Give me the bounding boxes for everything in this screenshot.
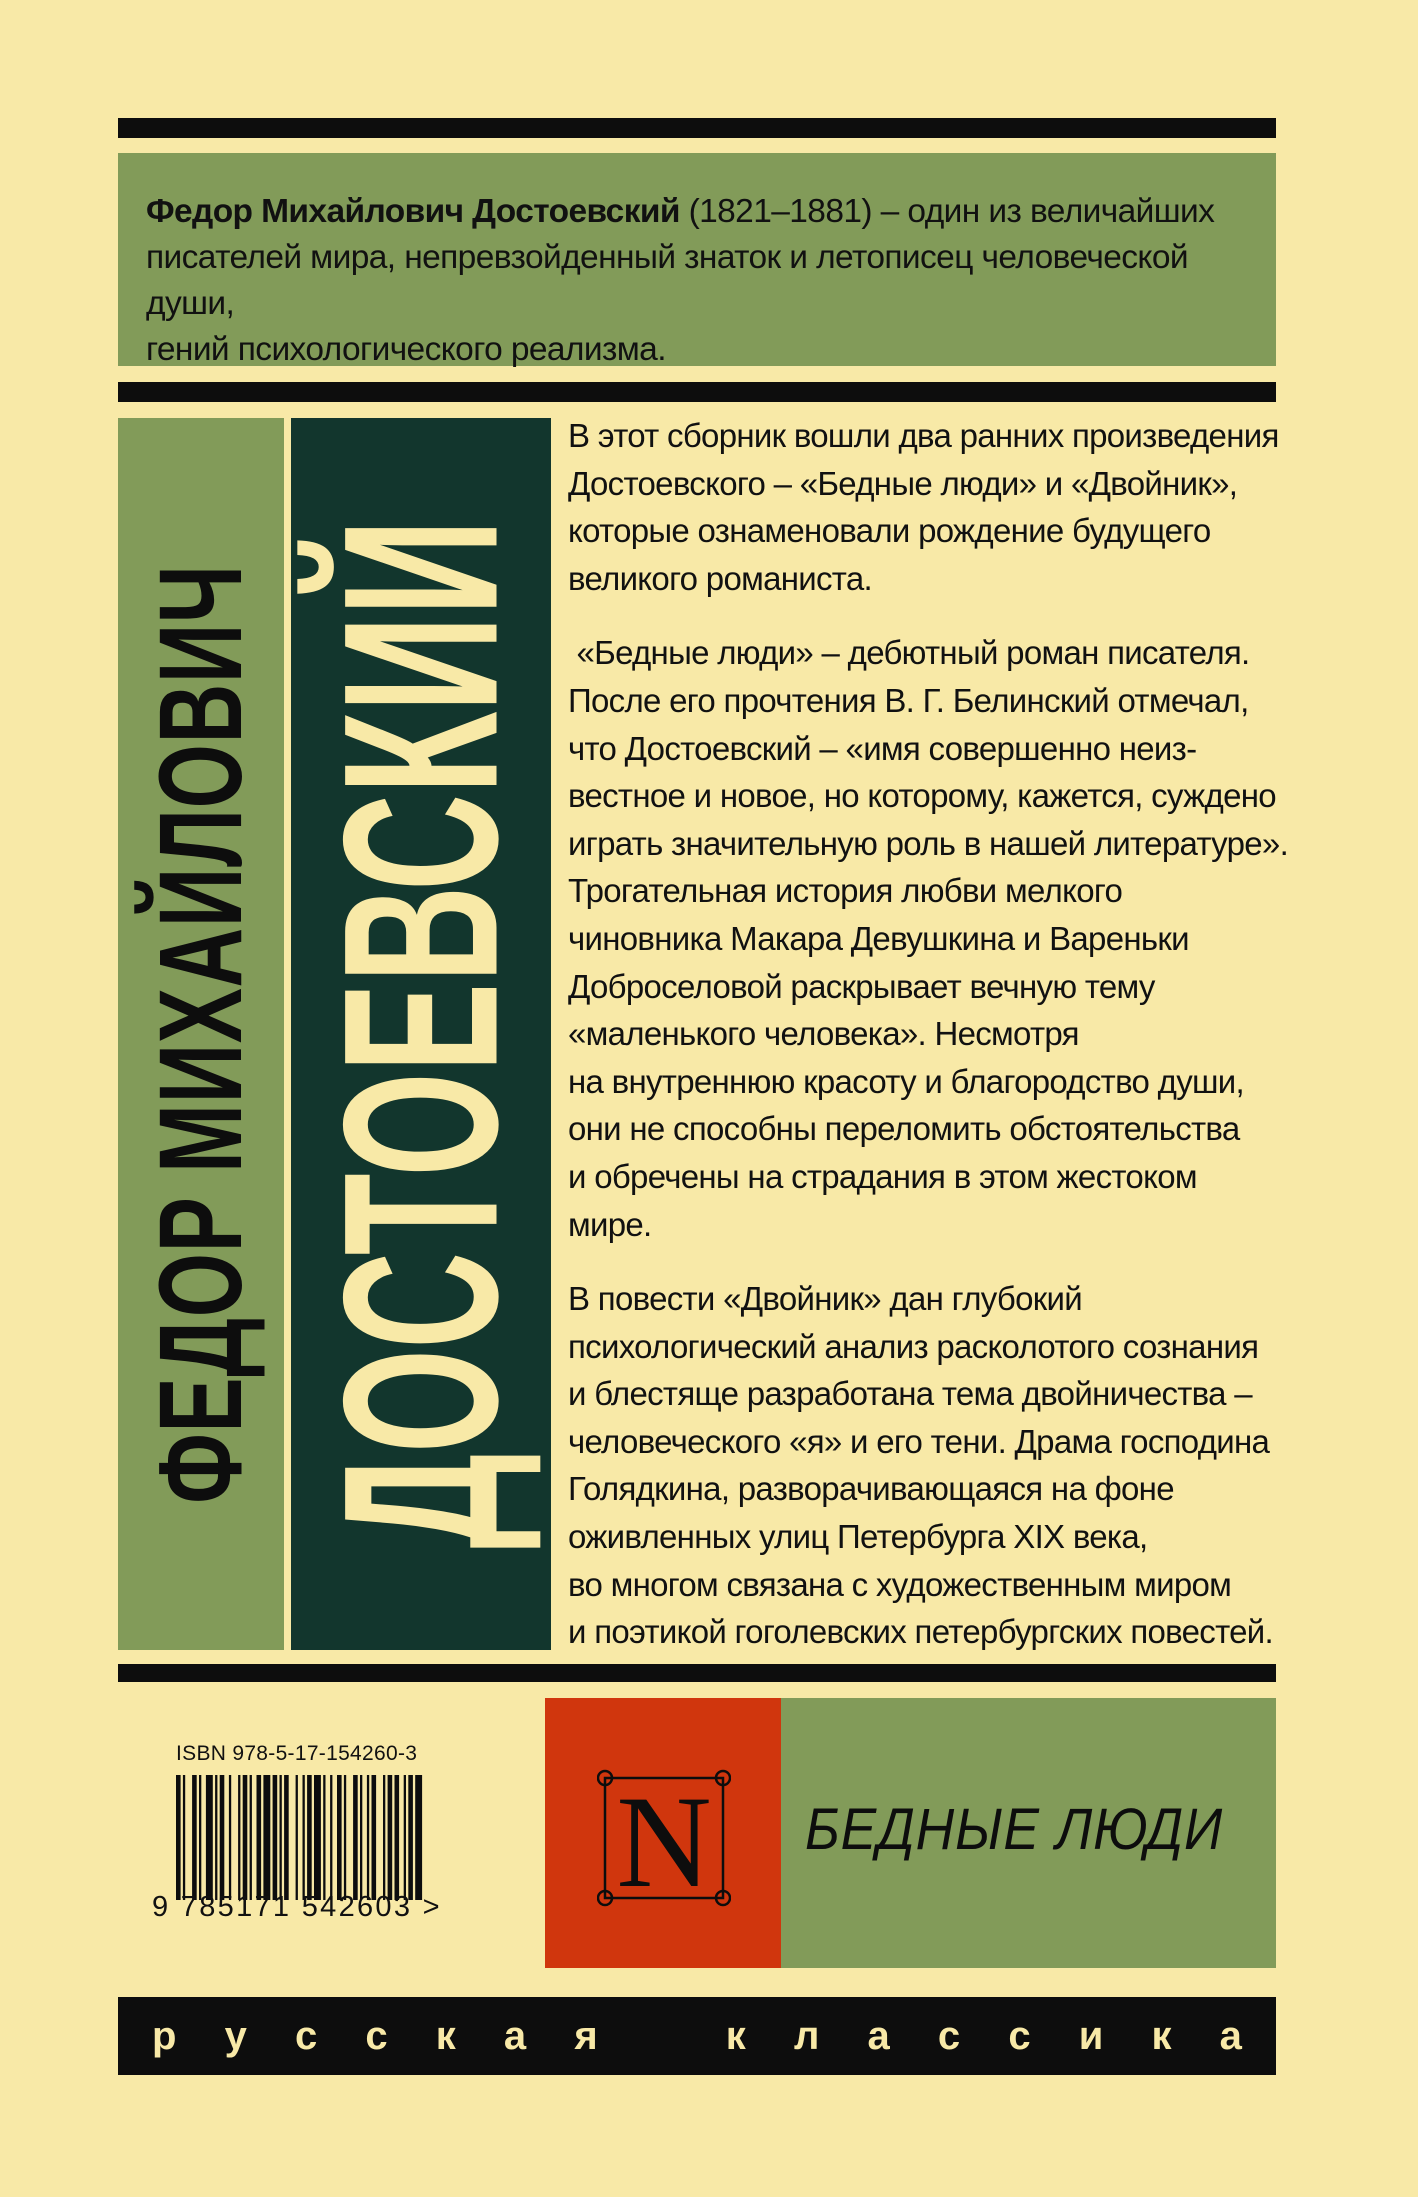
barcode-bar: [238, 1775, 240, 1900]
description-paragraph: В повести «Двойник» дан глубокий психологический анализ расколотого сознания и блестяще разработана тема двойничества – человеческого «я» и его тени. Драма господина Голядкина, разворачивающаяся на фоне оживленных улиц Петербурга XIX века, во многом связана с художественным миром и поэтикой гоголевских петербургских повестей.: [568, 1280, 1273, 1651]
barcode-bar: [372, 1775, 377, 1900]
barcode-bar: [408, 1775, 413, 1900]
series-letter: а: [867, 2013, 890, 2058]
barcode-bar: [367, 1775, 369, 1900]
top-rule: [118, 118, 1276, 138]
barcode-bar: [206, 1775, 213, 1900]
series-letter: к: [725, 2013, 746, 2058]
description-paragraph: В этот сборник вошли два ранних произведения Достоевского – «Бедные люди» и «Двойник», которые ознаменовали рождение будущего великого романиста.: [568, 417, 1279, 597]
barcode-bar: [323, 1775, 325, 1900]
series-letter: с: [365, 2013, 388, 2058]
barcode-bar: [183, 1775, 185, 1900]
barcode-bar: [353, 1775, 358, 1900]
barcode-bar: [307, 1775, 312, 1900]
barcode-bar: [192, 1775, 197, 1900]
barcode-bar: [250, 1775, 252, 1900]
series-name-band: [118, 1997, 1276, 2075]
book-description: [568, 412, 1289, 1683]
series-letter: р: [152, 2013, 177, 2058]
series-letter: а: [503, 2013, 527, 2058]
barcode-bar: [199, 1775, 201, 1900]
series-letter: я: [574, 2013, 598, 2058]
author-first-names-band: [118, 418, 284, 1650]
barcode-bar: [257, 1775, 262, 1900]
book-title: БЕДНЫЕ ЛЮДИ: [805, 1797, 1224, 1862]
barcode-bar: [314, 1775, 321, 1900]
bottom-rule: [118, 1664, 1276, 1682]
barcode-bar: [330, 1775, 332, 1900]
series-letter: и: [1078, 2013, 1104, 2058]
series-letter: л: [793, 2013, 820, 2058]
barcode-bar: [388, 1775, 393, 1900]
n-monogram-icon: [597, 1768, 731, 1908]
barcode-bar: [404, 1775, 406, 1900]
barcode-bar: [395, 1775, 400, 1900]
barcode-bar: [273, 1775, 278, 1900]
barcode-bar: [284, 1775, 289, 1900]
barcode-bar: [296, 1775, 298, 1900]
series-letter: с: [937, 2013, 961, 2058]
series-letter: с: [294, 2013, 318, 2058]
book-title-box: [781, 1698, 1276, 1968]
series-letter: к: [1151, 2013, 1172, 2058]
series-letter: у: [224, 2013, 247, 2058]
author-bio-box: [118, 153, 1276, 366]
author-years: (1821–1881): [679, 193, 872, 230]
barcode-bar: [415, 1775, 422, 1900]
author-name: Федор Михайлович Достоевский: [146, 193, 680, 230]
barcode-icon: [176, 1775, 494, 1900]
logo-letter: N: [616, 1768, 712, 1908]
barcode-bar: [263, 1775, 270, 1900]
barcode-bar: [360, 1775, 362, 1900]
series-logo-box: [545, 1698, 781, 1968]
barcode-bar: [280, 1775, 282, 1900]
author-bio: Федор Михайлович Достоевский (1821–1881) – один из величайших писателей мира, непревзойденный знаток и летописец человеческой души, гений психологического реализма.: [146, 193, 1215, 368]
barcode-bar: [176, 1775, 181, 1900]
barcode-bar: [383, 1775, 385, 1900]
series-letter: с: [1008, 2013, 1031, 2058]
barcode-bar: [303, 1775, 305, 1900]
description-paragraph: «Бедные люди» – дебютный роман писателя. После его прочтения В. Г. Белинский отмечал, что Достоевский – «имя совершенно неиз- вестное и новое, но которому, кажется, суждено играть значительную роль в нашей литературе». Трогательная история любви мелкого чиновника Макара Девушкина и Вареньки Доброселовой раскрывает вечную тему «маленького человека». Несмотря на внутреннюю красоту и благородство души, они не способны переломить обстоятельства и обречены на страдания в этом жестоком мире.: [568, 634, 1289, 1243]
series-letter: а: [1219, 2013, 1242, 2058]
series-letter: к: [435, 2013, 456, 2058]
author-surname: ДОСТОЕВСКИЙ: [297, 519, 544, 1549]
barcode-bar: [344, 1775, 346, 1900]
middle-rule: [118, 382, 1276, 402]
barcode-bar: [215, 1775, 217, 1900]
isbn-text: ISBN 978-5-17-154260-3: [176, 1742, 418, 1765]
barcode-bar: [243, 1775, 248, 1900]
author-first-names: ФЕДОР МИХАЙЛОВИЧ: [135, 564, 267, 1504]
author-surname-band: [291, 418, 551, 1650]
barcode-bar: [337, 1775, 342, 1900]
barcode-digits: 9 785171 542603 >: [152, 1891, 442, 1923]
barcode-bar: [220, 1775, 225, 1900]
barcode-bar: [229, 1775, 231, 1900]
